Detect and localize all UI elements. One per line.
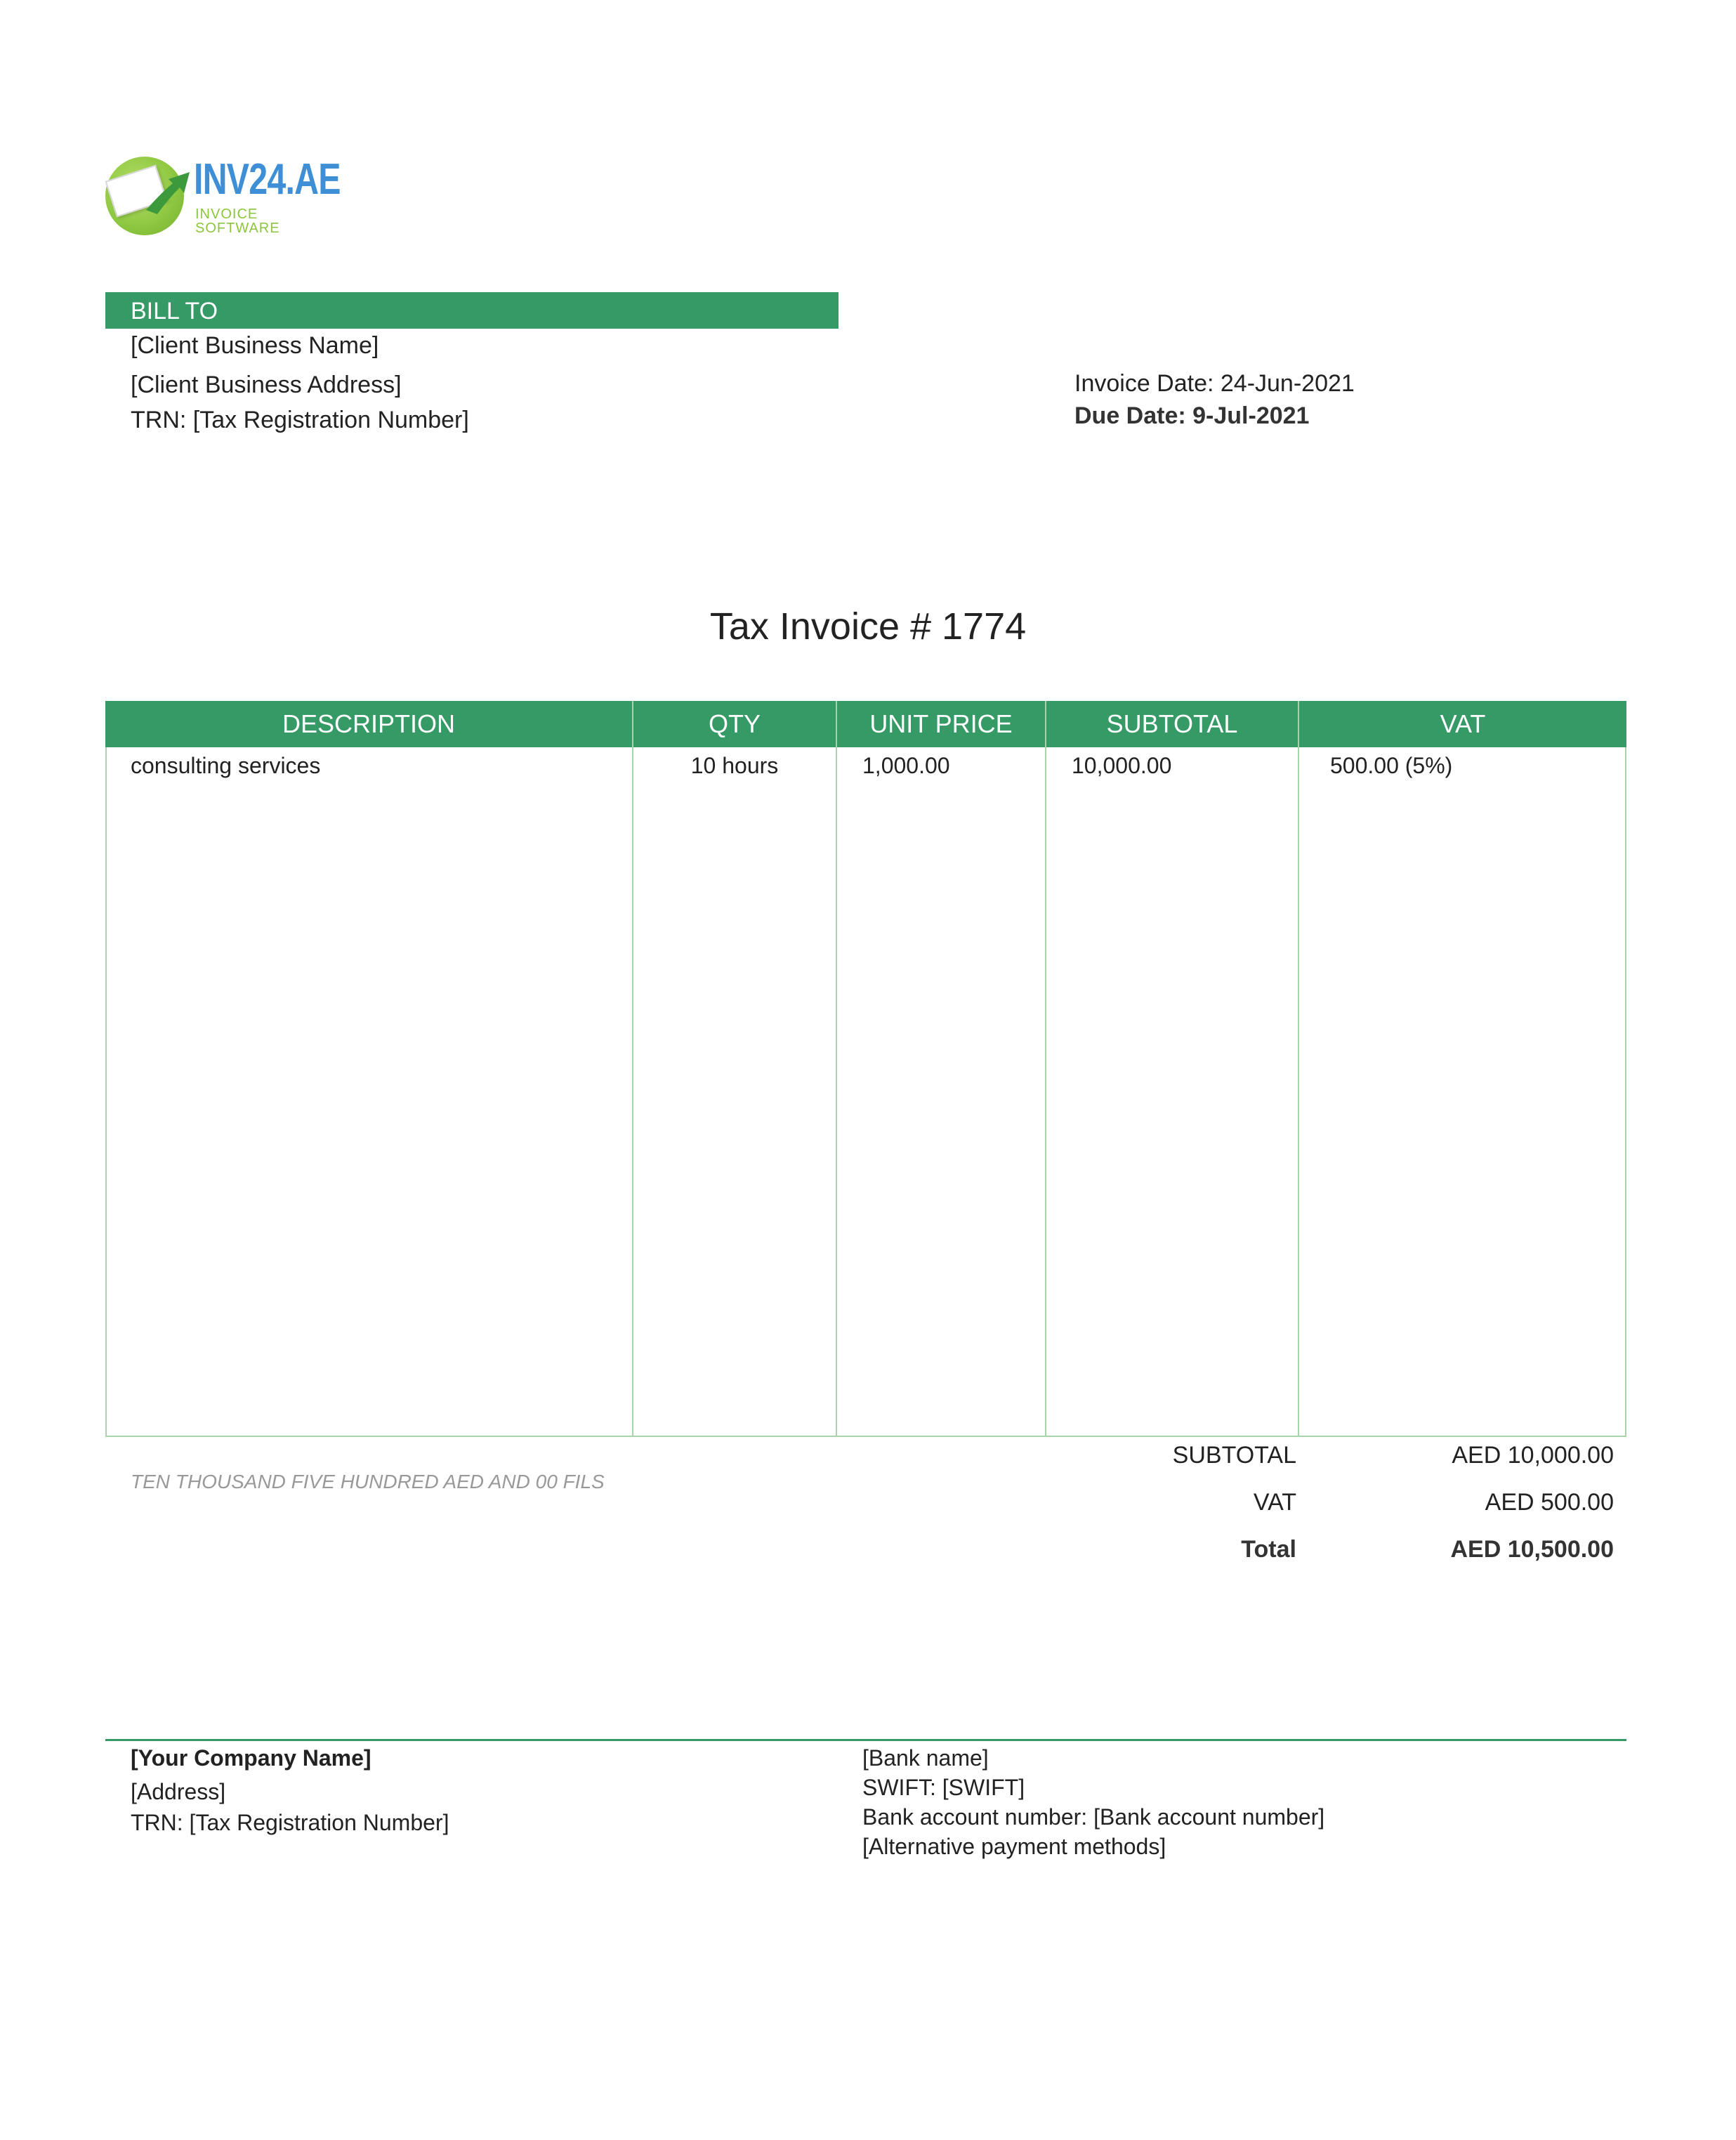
vat-label: VAT (1253, 1489, 1296, 1516)
company-logo (105, 151, 344, 235)
row-unit-price: 1,000.00 (862, 753, 950, 778)
footer-company-name: [Your Company Name] (131, 1745, 371, 1771)
header-unit-price: UNIT PRICE (869, 709, 1013, 738)
footer-divider (105, 1739, 1626, 1741)
header-qty: QTY (708, 709, 761, 738)
footer-swift: SWIFT: [SWIFT] (862, 1775, 1025, 1800)
footer-company-address: [Address] (131, 1779, 226, 1804)
client-business-address: [Client Business Address] (131, 372, 402, 398)
due-date: Due Date: 9-Jul-2021 (1074, 402, 1310, 429)
footer-bank-name: [Bank name] (862, 1745, 989, 1771)
logo-tagline: INVOICE SOFTWARE (195, 206, 280, 236)
bill-to-label: BILL TO (131, 298, 218, 324)
row-description: consulting services (131, 753, 321, 778)
total-label: Total (1241, 1536, 1296, 1563)
total-value: AED 10,500.00 (1450, 1536, 1614, 1563)
client-trn: TRN: [Tax Registration Number] (131, 407, 469, 433)
column-divider (836, 701, 837, 1437)
subtotal-label: SUBTOTAL (1172, 1442, 1296, 1469)
row-vat: 500.00 (5%) (1330, 753, 1453, 778)
growth-arrow-icon (136, 155, 199, 218)
header-subtotal: SUBTOTAL (1106, 709, 1238, 738)
row-qty: 10 hours (690, 753, 779, 778)
client-business-name: [Client Business Name] (131, 332, 379, 359)
items-table (105, 701, 1626, 1437)
column-divider (632, 701, 633, 1437)
header-vat: VAT (1440, 709, 1486, 738)
column-divider (1298, 701, 1299, 1437)
row-subtotal: 10,000.00 (1072, 753, 1172, 778)
invoice-date: Invoice Date: 24-Jun-2021 (1074, 370, 1355, 397)
footer-company-trn: TRN: [Tax Registration Number] (131, 1810, 449, 1835)
vat-value: AED 500.00 (1485, 1489, 1614, 1516)
footer-bank-account: Bank account number: [Bank account number] (862, 1804, 1325, 1830)
amount-in-words: TEN THOUSAND FIVE HUNDRED AED AND 00 FILS (131, 1471, 605, 1492)
column-divider (1045, 701, 1046, 1437)
footer-alternative-payment: [Alternative payment methods] (862, 1834, 1166, 1859)
logo-name: INV24.AE (194, 155, 341, 204)
invoice-title: Tax Invoice # 1774 (709, 605, 1027, 648)
header-description: DESCRIPTION (282, 709, 456, 738)
subtotal-value: AED 10,000.00 (1452, 1442, 1614, 1469)
